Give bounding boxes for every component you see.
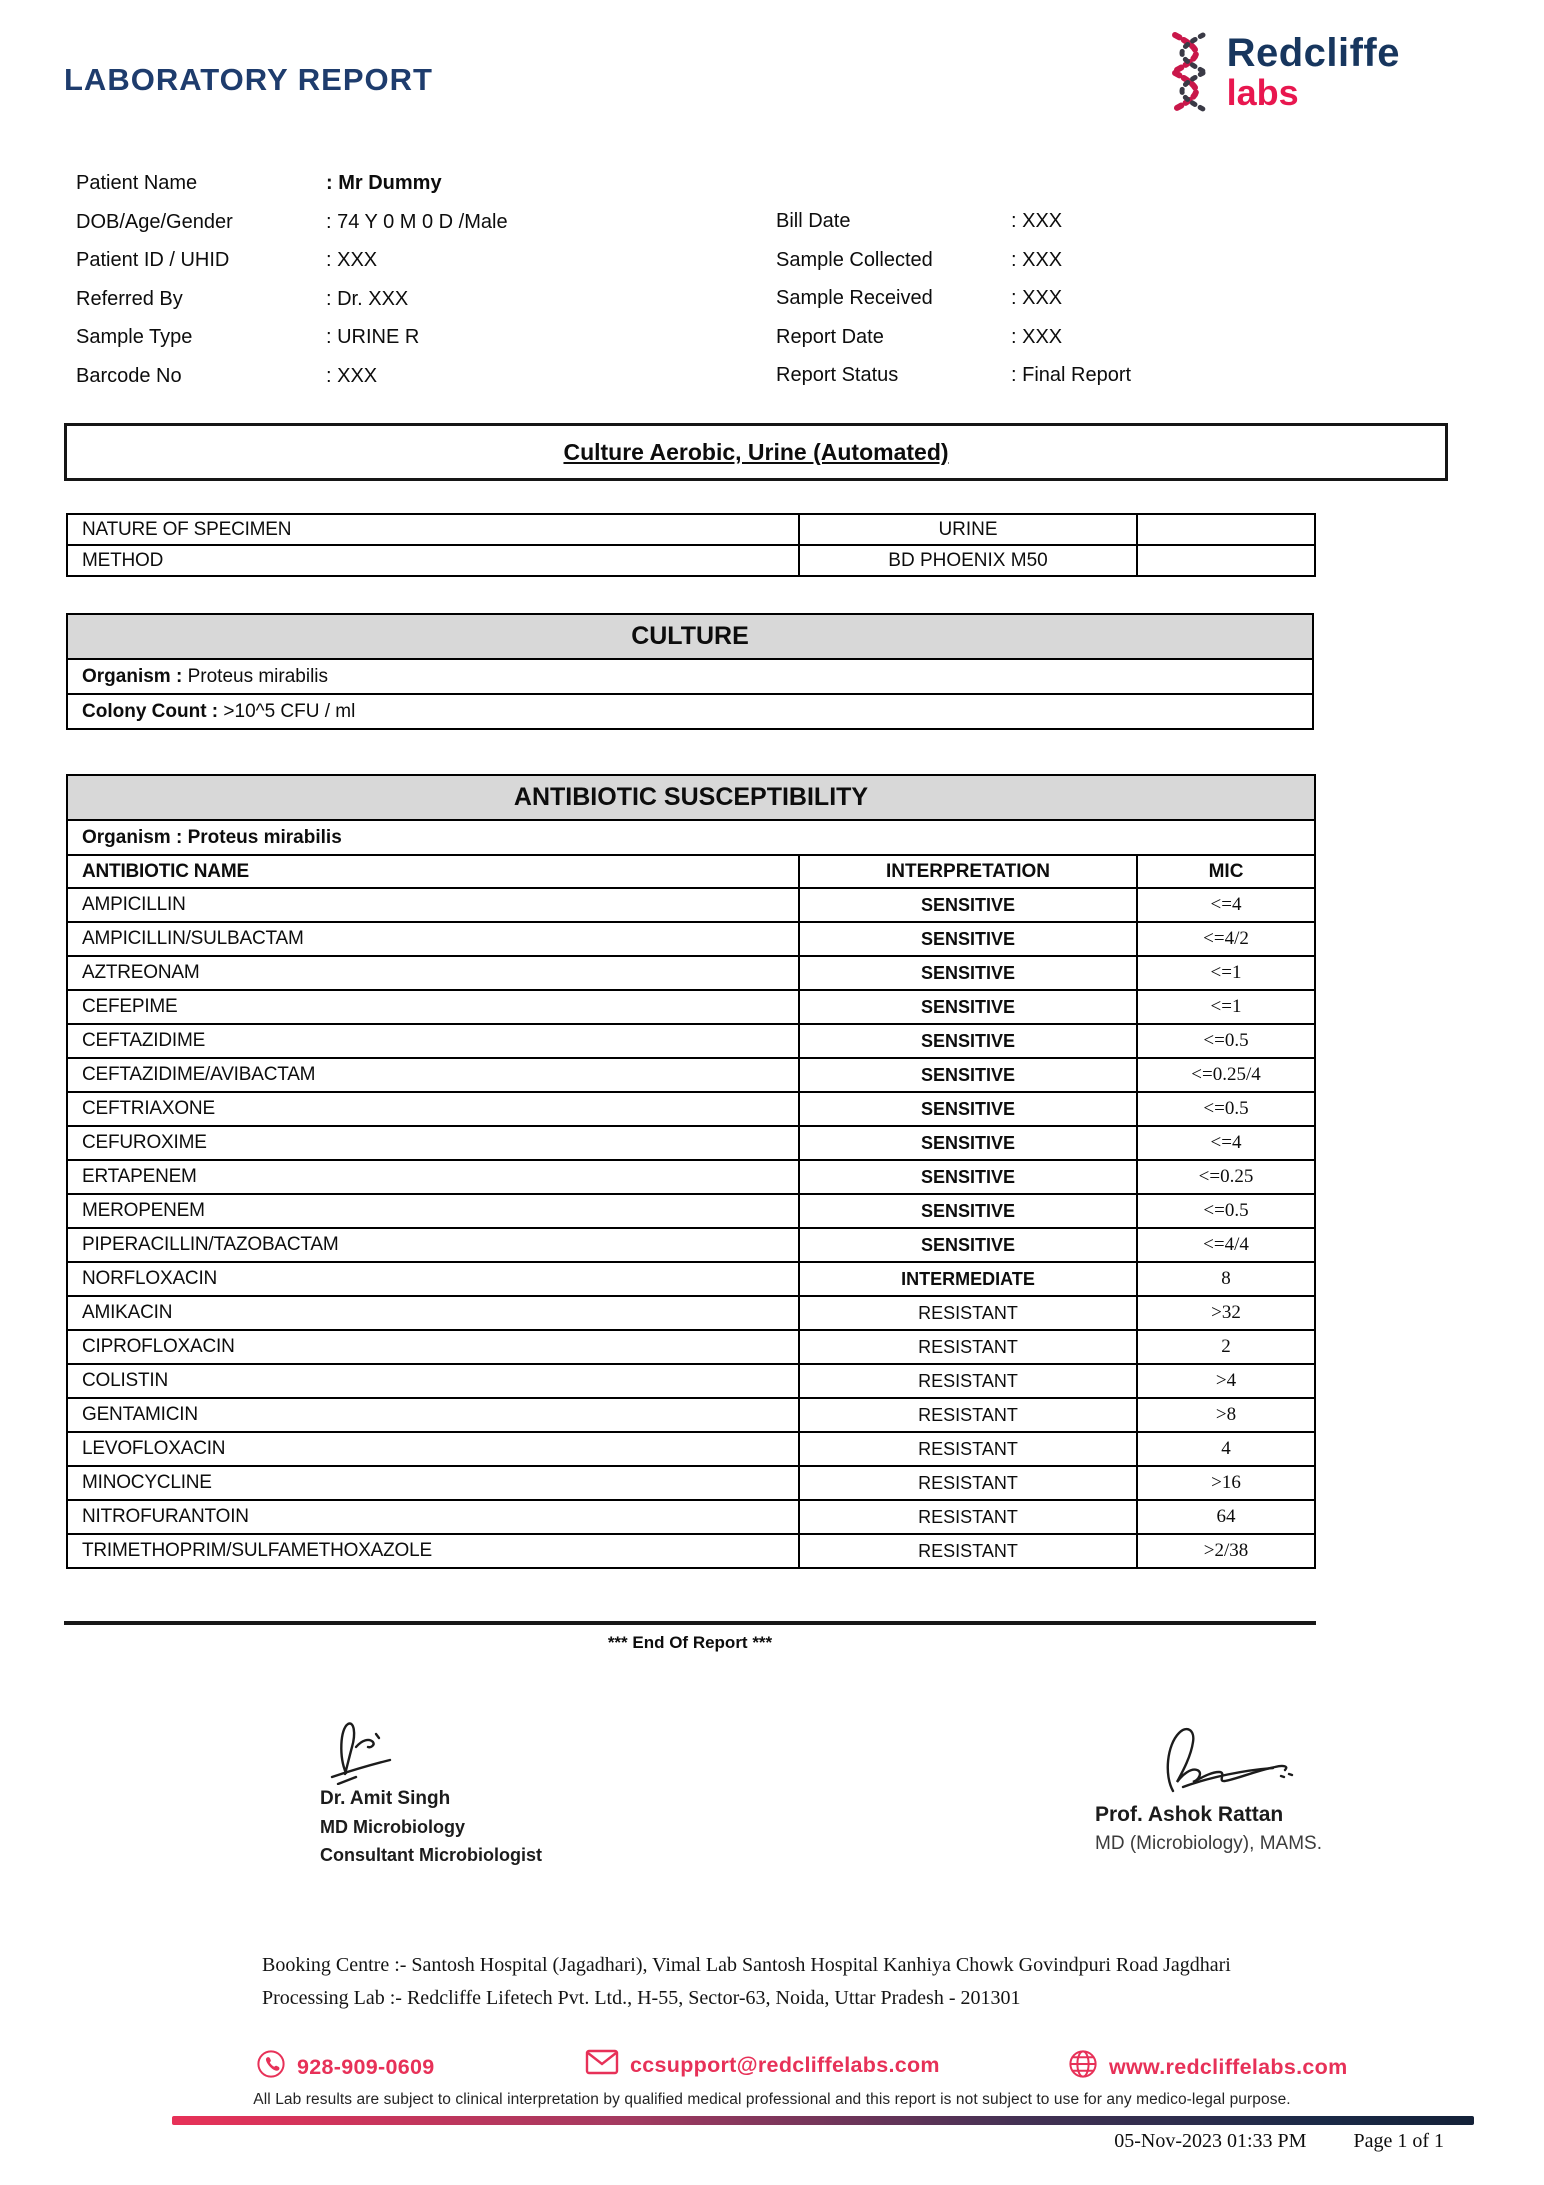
antibiotic-name-cell: CEFTRIAXONE: [67, 1092, 799, 1126]
signature-image-right: [1095, 1725, 1322, 1801]
interpretation-cell: RESISTANT: [799, 1330, 1137, 1364]
antibiotic-name-cell: ERTAPENEM: [67, 1160, 799, 1194]
report-title: Culture Aerobic, Urine (Automated): [563, 438, 949, 465]
patient-field-value: : XXX: [1011, 210, 1063, 232]
antibiotic-name-cell: LEVOFLOXACIN: [67, 1432, 799, 1466]
col-interpretation: INTERPRETATION: [799, 855, 1137, 888]
patient-field-row: [76, 172, 776, 211]
report-print-datetime: 05-Nov-2023 01:33 PM: [1114, 2130, 1307, 2152]
mic-cell: <=1: [1137, 956, 1315, 990]
patient-field-label: Sample Collected: [776, 248, 933, 271]
signer-role: Consultant Microbiologist: [320, 1845, 542, 1865]
ast-row: [67, 922, 1315, 956]
ast-row: [67, 1126, 1315, 1160]
mic-cell: <=0.5: [1137, 1092, 1315, 1126]
interpretation-cell: SENSITIVE: [799, 1228, 1137, 1262]
end-of-report-rule: [64, 1621, 1316, 1625]
ast-row: [67, 990, 1315, 1024]
signatory-right: [1095, 1725, 1322, 1855]
brand-subname: labs: [1226, 72, 1299, 113]
patient-field-label: Bill Date: [776, 210, 851, 232]
mic-cell: 4: [1137, 1432, 1315, 1466]
antibiotic-name-cell: CEFTAZIDIME: [67, 1024, 799, 1058]
interpretation-cell: SENSITIVE: [799, 922, 1137, 956]
signer-name: Prof. Ashok Rattan: [1095, 1803, 1284, 1826]
patient-field-row: [76, 288, 776, 327]
patient-field-label: DOB/Age/Gender: [76, 210, 233, 233]
patient-info: [76, 172, 1544, 403]
ast-row: [67, 1534, 1315, 1568]
ast-organism-row: [67, 820, 1315, 855]
culture-header-row: [67, 614, 1313, 659]
report-title-box: [64, 423, 1448, 481]
brand-name: Redcliffe: [1226, 31, 1400, 75]
colony-count-value: >10^5 CFU / ml: [223, 700, 356, 722]
patient-field-label: Sample Type: [76, 326, 193, 348]
interpretation-cell: SENSITIVE: [799, 888, 1137, 922]
specimen-row: [67, 545, 1315, 576]
ast-header-row: [67, 775, 1315, 820]
patient-info-left: [76, 172, 776, 403]
ast-organism-label: Organism :: [82, 826, 183, 848]
ast-row: [67, 1398, 1315, 1432]
interpretation-cell: RESISTANT: [799, 1432, 1137, 1466]
antibiotic-name-cell: CEFEPIME: [67, 990, 799, 1024]
booking-centre-line: Booking Centre :- Santosh Hospital (Jagadhari), Vimal Lab Santosh Hospital Kanhiya Chowk Govindpuri Road Jagdhari: [262, 1954, 1231, 1976]
mic-cell: >4: [1137, 1364, 1315, 1398]
patient-field-value: : 74 Y 0 M 0 D /Male: [326, 210, 508, 233]
signature-image-left: [320, 1719, 542, 1785]
phone-icon: [256, 2049, 286, 2085]
ast-row: [67, 888, 1315, 922]
antibiotic-name-cell: CIPROFLOXACIN: [67, 1330, 799, 1364]
report-header: [0, 0, 1544, 114]
mic-cell: <=0.25/4: [1137, 1058, 1315, 1092]
ast-row: [67, 1228, 1315, 1262]
interpretation-cell: SENSITIVE: [799, 1092, 1137, 1126]
antibiotic-name-cell: TRIMETHOPRIM/SULFAMETHOXAZOLE: [67, 1534, 799, 1568]
specimen-value: BD PHOENIX M50: [799, 545, 1137, 576]
patient-field-value: : XXX: [326, 364, 378, 387]
signer-degree: MD (Microbiology), MAMS.: [1095, 1833, 1322, 1854]
culture-section-title: CULTURE: [67, 614, 1313, 659]
interpretation-cell: RESISTANT: [799, 1500, 1137, 1534]
ast-column-header-row: [67, 855, 1315, 888]
ast-organism-value: Proteus mirabilis: [187, 826, 342, 848]
mic-cell: >2/38: [1137, 1534, 1315, 1568]
patient-field-value: : Final Report: [1011, 364, 1132, 386]
patient-field-label: Report Date: [776, 325, 884, 348]
colony-count-label: Colony Count :: [82, 700, 219, 722]
mic-cell: <=4: [1137, 888, 1315, 922]
ast-row: [67, 1024, 1315, 1058]
patient-field-value: : XXX: [1011, 287, 1063, 309]
antibiotic-name-cell: GENTAMICIN: [67, 1398, 799, 1432]
ast-row: [67, 1330, 1315, 1364]
mic-cell: <=1: [1137, 990, 1315, 1024]
patient-field-row: [776, 210, 1131, 249]
antibiotic-name-cell: PIPERACILLIN/TAZOBACTAM: [67, 1228, 799, 1262]
footer-gradient-bar: [172, 2116, 1474, 2125]
patient-field-value: : XXX: [1011, 325, 1063, 348]
patient-field-value: : Mr Dummy: [326, 172, 442, 194]
signatory-left: [320, 1719, 542, 1869]
antibiotic-name-cell: AMPICILLIN: [67, 888, 799, 922]
patient-field-label: Referred By: [76, 287, 183, 310]
ast-row: [67, 1296, 1315, 1330]
patient-field-label: Sample Received: [776, 287, 933, 309]
mic-cell: >8: [1137, 1398, 1315, 1432]
mic-cell: <=0.5: [1137, 1024, 1315, 1058]
contact-website[interactable]: [1068, 2049, 1348, 2085]
patient-field-row: [776, 287, 1131, 326]
patient-field-value: : XXX: [326, 249, 378, 271]
antibiotic-name-cell: AMIKACIN: [67, 1296, 799, 1330]
patient-field-row: [76, 326, 776, 365]
antibiotic-name-cell: COLISTIN: [67, 1364, 799, 1398]
patient-field-value: : Dr. XXX: [326, 287, 409, 310]
ast-row: [67, 1194, 1315, 1228]
interpretation-cell: RESISTANT: [799, 1296, 1137, 1330]
brand-logo: [1163, 30, 1400, 114]
mic-cell: <=0.25: [1137, 1160, 1315, 1194]
contact-phone[interactable]: [256, 2049, 435, 2085]
patient-field-row: [776, 249, 1131, 288]
interpretation-cell: SENSITIVE: [799, 956, 1137, 990]
interpretation-cell: SENSITIVE: [799, 1126, 1137, 1160]
patient-field-row: [76, 365, 776, 404]
ast-row: [67, 1160, 1315, 1194]
mic-cell: 64: [1137, 1500, 1315, 1534]
contact-email[interactable]: [585, 2049, 940, 2081]
organism-label: Organism :: [82, 665, 183, 687]
page-number: Page 1 of 1: [1353, 2130, 1444, 2152]
ast-row: [67, 1092, 1315, 1126]
contact-row: [0, 2049, 1544, 2087]
patient-field-row: [76, 249, 776, 288]
interpretation-cell: SENSITIVE: [799, 1058, 1137, 1092]
ast-row: [67, 956, 1315, 990]
phone-number: 928-909-0609: [297, 2054, 435, 2079]
mic-cell: <=4/4: [1137, 1228, 1315, 1262]
dna-helix-icon: [1163, 30, 1215, 114]
mic-cell: 8: [1137, 1262, 1315, 1296]
interpretation-cell: SENSITIVE: [799, 1160, 1137, 1194]
patient-field-row: [776, 364, 1131, 403]
specimen-label: METHOD: [67, 545, 799, 576]
specimen-extra: [1137, 514, 1315, 545]
signer-degree: MD Microbiology: [320, 1817, 465, 1837]
antibiotic-name-cell: AZTREONAM: [67, 956, 799, 990]
interpretation-cell: SENSITIVE: [799, 1024, 1137, 1058]
lab-address-block: [262, 1949, 1544, 2015]
patient-info-right: [776, 210, 1131, 403]
processing-lab-line: Processing Lab :- Redcliffe Lifetech Pvt. Ltd., H-55, Sector-63, Noida, Uttar Pradesh - 201301: [262, 1987, 1021, 2009]
ast-row: [67, 1432, 1315, 1466]
antibiotic-name-cell: NITROFURANTOIN: [67, 1500, 799, 1534]
col-antibiotic-name: ANTIBIOTIC NAME: [67, 855, 799, 888]
patient-field-value: : URINE R: [326, 326, 420, 348]
antibiotic-name-cell: AMPICILLIN/SULBACTAM: [67, 922, 799, 956]
signer-name: Dr. Amit Singh: [320, 1788, 451, 1809]
mic-cell: 2: [1137, 1330, 1315, 1364]
specimen-value: URINE: [799, 514, 1137, 545]
end-of-report-text: *** End Of Report ***: [607, 1633, 773, 1652]
globe-icon: [1068, 2049, 1098, 2085]
antibiotic-name-cell: MINOCYCLINE: [67, 1466, 799, 1500]
mic-cell: <=4: [1137, 1126, 1315, 1160]
patient-field-label: Report Status: [776, 364, 899, 386]
specimen-extra: [1137, 545, 1315, 576]
antibiotic-name-cell: NORFLOXACIN: [67, 1262, 799, 1296]
mic-cell: >32: [1137, 1296, 1315, 1330]
interpretation-cell: INTERMEDIATE: [799, 1262, 1137, 1296]
print-footer: [0, 2130, 1444, 2153]
ast-row: [67, 1058, 1315, 1092]
interpretation-cell: RESISTANT: [799, 1398, 1137, 1432]
culture-colony-row: [67, 694, 1313, 729]
interpretation-cell: SENSITIVE: [799, 1194, 1137, 1228]
mic-cell: <=4/2: [1137, 922, 1315, 956]
ast-row: [67, 1500, 1315, 1534]
page-title: LABORATORY REPORT: [64, 62, 433, 97]
envelope-icon: [585, 2049, 619, 2081]
antibiotic-name-cell: CEFUROXIME: [67, 1126, 799, 1160]
patient-field-row: [776, 326, 1131, 365]
organism-value: Proteus mirabilis: [187, 665, 329, 687]
col-mic: MIC: [1137, 855, 1315, 888]
disclaimer-text: All Lab results are subject to clinical interpretation by qualified medical professional and this report is not subject to use for any medico-legal purpose.: [253, 2091, 1291, 2108]
ast-row: [67, 1262, 1315, 1296]
culture-table: [66, 613, 1314, 730]
interpretation-cell: RESISTANT: [799, 1534, 1137, 1568]
website-url: www.redcliffelabs.com: [1109, 2054, 1348, 2079]
interpretation-cell: RESISTANT: [799, 1364, 1137, 1398]
patient-field-value: : XXX: [1011, 248, 1063, 271]
mic-cell: >16: [1137, 1466, 1315, 1500]
mic-cell: <=0.5: [1137, 1194, 1315, 1228]
ast-row: [67, 1364, 1315, 1398]
patient-field-label: Barcode No: [76, 364, 182, 387]
patient-field-row: [76, 211, 776, 250]
signature-section: [0, 1719, 1544, 1875]
specimen-row: [67, 514, 1315, 545]
antibiotic-name-cell: MEROPENEM: [67, 1194, 799, 1228]
ast-section-title: ANTIBIOTIC SUSCEPTIBILITY: [67, 775, 1315, 820]
patient-field-label: Patient ID / UHID: [76, 249, 230, 271]
ast-row: [67, 1466, 1315, 1500]
interpretation-cell: SENSITIVE: [799, 990, 1137, 1024]
email-address: ccsupport@redcliffelabs.com: [630, 2052, 940, 2077]
specimen-table: [66, 513, 1316, 577]
specimen-label: NATURE OF SPECIMEN: [67, 514, 799, 545]
culture-organism-row: [67, 659, 1313, 694]
antibiotic-susceptibility-table: [66, 774, 1316, 1569]
antibiotic-name-cell: CEFTAZIDIME/AVIBACTAM: [67, 1058, 799, 1092]
patient-field-label: Patient Name: [76, 172, 198, 194]
interpretation-cell: RESISTANT: [799, 1466, 1137, 1500]
brand-text: [1227, 33, 1400, 111]
